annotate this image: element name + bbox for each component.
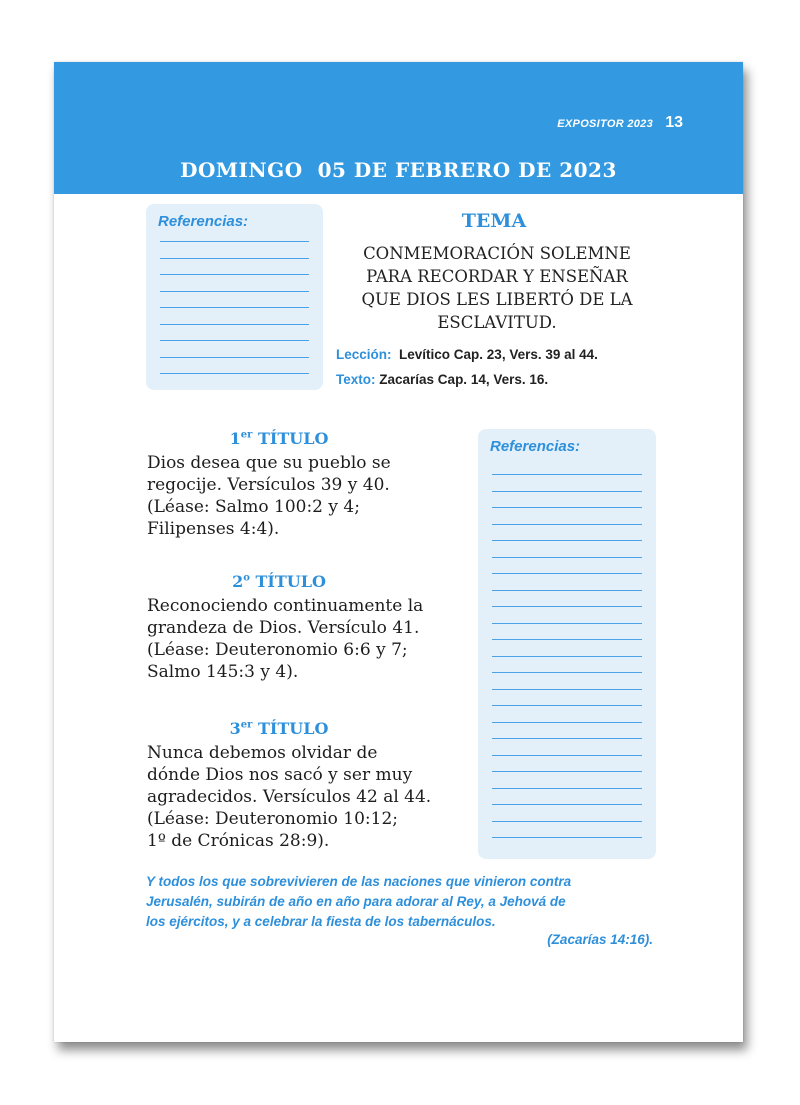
- tema-line: QUE DIOS LES LIBERTÓ DE LA: [361, 290, 633, 309]
- references-label: Referencias:: [490, 438, 581, 455]
- ruled-line: [492, 557, 642, 558]
- titulo-line: dónde Dios nos sacó y ser muy: [147, 765, 413, 785]
- titulo-line: 1º de Crónicas 28:9).: [147, 831, 330, 851]
- ruled-line: [492, 722, 642, 723]
- page: [54, 62, 743, 1042]
- tema-text: [336, 242, 658, 334]
- titulo-line: Dios desea que su pueblo se: [147, 453, 391, 473]
- ruled-line: [492, 837, 642, 838]
- titulo-line: (Léase: Salmo 100:2 y 4;: [147, 497, 360, 517]
- ruled-line: [492, 507, 642, 508]
- page-header: [54, 62, 743, 194]
- ruled-line: [492, 491, 642, 492]
- ruled-line: [492, 573, 642, 574]
- titulo-line: grandeza de Dios. Versículo 41.: [147, 618, 420, 638]
- leccion-label: Lección:: [336, 347, 392, 362]
- ruled-line: [160, 307, 309, 308]
- texto-value: Zacarías Cap. 14, Vers. 16.: [379, 372, 549, 387]
- ruled-line: [492, 788, 642, 789]
- titulo-1-heading: [179, 429, 379, 448]
- ruled-line: [160, 258, 309, 259]
- ruled-line: [492, 738, 642, 739]
- bible-quote: [146, 872, 666, 932]
- ruled-line: [492, 755, 642, 756]
- ruled-line: [160, 274, 309, 275]
- references-box-top: [146, 204, 323, 390]
- references-label: Referencias:: [158, 213, 249, 230]
- titulo-suffix: er: [240, 719, 253, 731]
- ruled-line: [160, 241, 309, 242]
- titulo-2-heading: [179, 572, 379, 591]
- ruled-line: [492, 821, 642, 822]
- ruled-line: [492, 606, 642, 607]
- titulo-line: regocije. Versículos 39 y 40.: [147, 475, 390, 495]
- ruled-line: [492, 639, 642, 640]
- titulo-number: 2: [232, 572, 244, 591]
- quote-line: Y todos los que sobrevivieren de las naciones que vinieron contra: [146, 874, 572, 889]
- running-title: EXPOSITOR 2023: [557, 118, 653, 130]
- quote-source: (Zacarías 14:16).: [547, 932, 653, 947]
- page-number: 13: [665, 114, 683, 131]
- leccion-value: Levítico Cap. 23, Vers. 39 al 44.: [399, 347, 598, 362]
- titulo-word: TÍTULO: [255, 572, 326, 591]
- titulo-line: (Léase: Deuteronomio 6:6 y 7;: [147, 640, 408, 660]
- titulo-line: Nunca debemos olvidar de: [147, 743, 378, 763]
- ruled-line: [160, 324, 309, 325]
- titulo-3-body: [147, 742, 467, 852]
- quote-line: los ejércitos, y a celebrar la fiesta de los tabernáculos.: [146, 914, 496, 929]
- leccion-row: [336, 347, 598, 362]
- titulo-word: TÍTULO: [257, 429, 329, 448]
- ruled-line: [160, 340, 309, 341]
- tema-heading: TEMA: [461, 210, 527, 232]
- quote-line: Jerusalén, subirán de año en año para adorar al Rey, a Jehová de: [146, 894, 566, 909]
- titulo-1-body: [147, 452, 467, 540]
- tema-line: ESCLAVITUD.: [437, 313, 557, 332]
- ruled-line: [492, 623, 642, 624]
- titulo-number: 1: [229, 429, 241, 448]
- ruled-line: [160, 291, 309, 292]
- ruled-line: [492, 474, 642, 475]
- titulo-3-heading: [179, 719, 379, 738]
- ruled-line: [492, 590, 642, 591]
- titulo-word: TÍTULO: [257, 719, 329, 738]
- ruled-line: [492, 689, 642, 690]
- ruled-line: [160, 357, 309, 358]
- titulo-suffix: o: [243, 572, 250, 584]
- ruled-line: [492, 771, 642, 772]
- ruled-line: [492, 804, 642, 805]
- texto-label: Texto:: [336, 372, 376, 387]
- ruled-line: [492, 524, 642, 525]
- ruled-line: [492, 672, 642, 673]
- tema-line: PARA RECORDAR Y ENSEÑAR: [366, 267, 628, 286]
- titulo-line: Salmo 145:3 y 4).: [147, 662, 299, 682]
- titulo-line: Filipenses 4:4).: [147, 519, 280, 539]
- texto-row: [336, 372, 548, 387]
- page-date: DOMINGO 05 DE FEBRERO DE 2023: [180, 158, 617, 182]
- titulo-suffix: er: [240, 429, 253, 441]
- titulo-number: 3: [229, 719, 241, 738]
- references-box-right: [478, 429, 656, 859]
- titulo-line: agradecidos. Versículos 42 al 44.: [147, 787, 432, 807]
- ruled-line: [492, 705, 642, 706]
- titulo-line: Reconociendo continuamente la: [147, 596, 424, 616]
- ruled-line: [492, 656, 642, 657]
- tema-line: CONMEMORACIÓN SOLEMNE: [363, 244, 631, 263]
- ruled-line: [492, 540, 642, 541]
- titulo-2-body: [147, 595, 467, 683]
- ruled-line: [160, 373, 309, 374]
- titulo-line: (Léase: Deuteronomio 10:12;: [147, 809, 399, 829]
